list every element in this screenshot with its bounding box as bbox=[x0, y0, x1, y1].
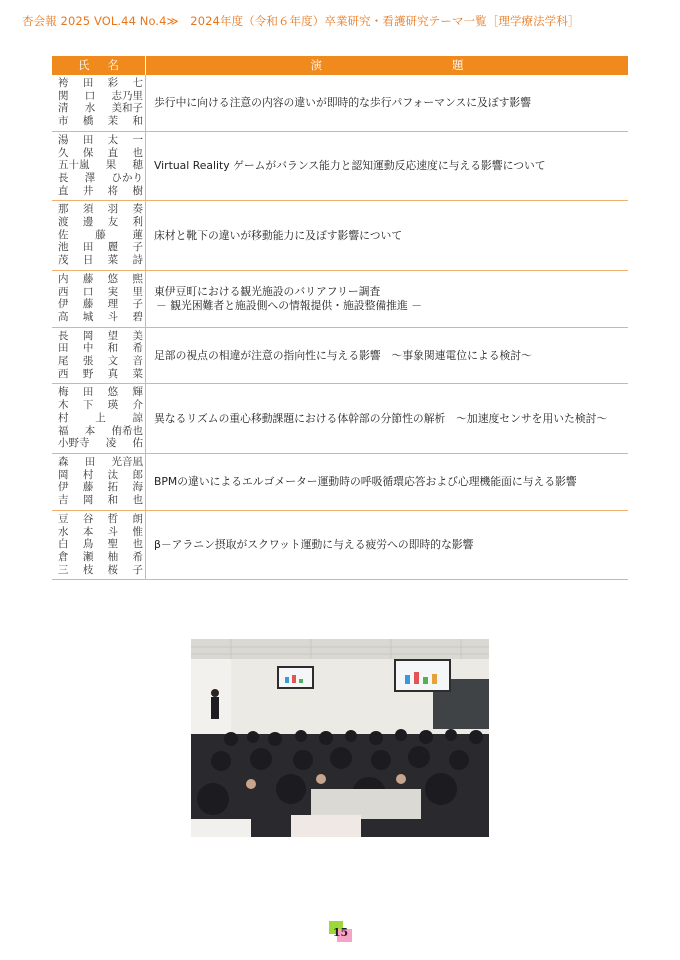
table-row bbox=[52, 271, 628, 328]
name-part: 長 bbox=[58, 171, 69, 184]
name-part: 也 bbox=[132, 494, 143, 507]
name-part: 三 bbox=[58, 563, 69, 576]
name-part: 岡 bbox=[82, 329, 94, 342]
name-part: 朗 bbox=[132, 512, 143, 525]
column-header-names: 氏名 bbox=[52, 56, 146, 75]
name-part: 田 bbox=[82, 77, 94, 89]
student-name bbox=[58, 456, 143, 469]
name-part: ひかり bbox=[111, 171, 143, 184]
name-part: 梅 bbox=[58, 386, 69, 399]
name-part: 太 bbox=[107, 133, 119, 146]
student-name bbox=[58, 330, 143, 343]
research-title-cell bbox=[146, 511, 628, 580]
name-part: 下 bbox=[82, 399, 94, 412]
name-part: 菜 bbox=[107, 254, 119, 267]
name-part: 本 bbox=[84, 424, 96, 437]
name-part: 郎 bbox=[132, 468, 143, 481]
name-part: 茉 bbox=[107, 115, 119, 128]
research-title-cell bbox=[146, 454, 628, 510]
name-part: 田 bbox=[82, 241, 94, 254]
name-part: 詩 bbox=[132, 254, 143, 267]
name-part: 彩 bbox=[107, 77, 119, 89]
name-part: 茂 bbox=[58, 254, 69, 267]
student-name bbox=[58, 298, 143, 311]
research-title: β－アラニン摂取がスクワット運動に与える疲労への即時的な影響 bbox=[154, 538, 474, 552]
name-part: 熙 bbox=[132, 272, 143, 285]
name-part: 里 bbox=[132, 285, 143, 298]
name-part: 子 bbox=[132, 241, 143, 254]
name-part: 也 bbox=[132, 146, 143, 159]
name-part: 吉 bbox=[58, 494, 69, 507]
student-name bbox=[58, 311, 143, 324]
name-part: 惟 bbox=[132, 525, 143, 538]
student-names-cell bbox=[52, 328, 146, 384]
student-name bbox=[58, 172, 143, 185]
page-number: 15 bbox=[332, 926, 349, 939]
name-part: 内 bbox=[58, 272, 69, 285]
name-part: 保 bbox=[82, 146, 94, 159]
name-part: 聖 bbox=[107, 538, 119, 551]
research-title: 足部の視点の相違が注意の指向性に与える影響 ～事象関連電位による検討～ bbox=[154, 348, 532, 362]
name-part: 和 bbox=[132, 115, 143, 128]
name-part: 白 bbox=[58, 538, 69, 551]
name-part: 穂 bbox=[132, 159, 143, 172]
student-name bbox=[58, 355, 143, 368]
student-name bbox=[58, 564, 143, 577]
name-part: 邊 bbox=[82, 216, 94, 229]
name-part: 菜 bbox=[132, 367, 143, 380]
name-part: 尾 bbox=[58, 355, 69, 368]
name-part: 水 bbox=[58, 525, 69, 538]
name-part: 鳥 bbox=[82, 538, 94, 551]
research-title: 床材と靴下の違いが移動能力に及ぼす影響について bbox=[154, 228, 403, 242]
column-header-title: 演題 bbox=[310, 58, 594, 72]
student-names-cell bbox=[52, 201, 146, 270]
name-part: 田 bbox=[82, 386, 94, 399]
name-part: 袴 bbox=[58, 77, 69, 89]
student-name bbox=[58, 469, 143, 482]
name-part: 介 bbox=[132, 399, 143, 412]
name-part: 田 bbox=[82, 133, 94, 146]
name-part: 張 bbox=[82, 355, 94, 368]
name-part: 西 bbox=[58, 367, 69, 380]
student-name bbox=[58, 286, 143, 299]
research-subtitle: － 観光困難者と施設側への情報提供・施設整備推進 － bbox=[156, 298, 422, 312]
student-name bbox=[58, 481, 143, 494]
research-title-cell bbox=[146, 328, 628, 384]
name-part: 柚 bbox=[107, 550, 119, 563]
name-part: 小野寺 bbox=[58, 437, 90, 450]
name-part: 子 bbox=[132, 563, 143, 576]
name-part: 村 bbox=[82, 468, 94, 481]
name-part: 麗 bbox=[107, 241, 119, 254]
table-row bbox=[52, 511, 628, 581]
name-part: 那 bbox=[58, 203, 69, 216]
student-name bbox=[58, 115, 143, 128]
page-number-badge bbox=[329, 921, 352, 942]
name-part: 真 bbox=[107, 367, 119, 380]
name-part: 奏 bbox=[132, 203, 143, 216]
name-part: 澤 bbox=[84, 171, 96, 184]
lecture-hall-photo bbox=[191, 639, 489, 837]
name-part: 凌 bbox=[105, 437, 117, 450]
table-header bbox=[52, 56, 628, 75]
name-part: 諒 bbox=[132, 411, 143, 424]
name-part: 渡 bbox=[58, 216, 69, 229]
running-header: 杏会報 2025 VOL.44 No.4≫ 2024年度（令和６年度）卒業研究・看護研究テーマ一覧［理学療法学科］ bbox=[22, 14, 580, 28]
name-part: 斗 bbox=[107, 310, 119, 323]
name-part: 藤 bbox=[82, 481, 94, 494]
name-part: 斗 bbox=[107, 525, 119, 538]
name-part: 伊 bbox=[58, 298, 69, 311]
student-name bbox=[58, 437, 143, 450]
name-part: 望 bbox=[107, 329, 119, 342]
name-part: 枝 bbox=[82, 563, 94, 576]
name-part: 子 bbox=[132, 298, 143, 311]
name-part: 野 bbox=[82, 367, 94, 380]
student-name bbox=[58, 538, 143, 551]
name-part: 須 bbox=[82, 203, 94, 216]
name-part: 哲 bbox=[107, 512, 119, 525]
research-title: 異なるリズムの重心移動課題における体幹部の分節性の解析 ～加速度センサを用いた検討～ bbox=[154, 411, 608, 425]
name-part: 文 bbox=[107, 355, 119, 368]
student-names-cell bbox=[52, 132, 146, 201]
name-part: 藤 bbox=[82, 272, 94, 285]
name-part: 城 bbox=[82, 310, 94, 323]
name-part: 木 bbox=[58, 399, 69, 412]
table-row bbox=[52, 328, 628, 385]
name-part: 拓 bbox=[107, 481, 119, 494]
name-part: 悠 bbox=[107, 386, 119, 399]
table-row bbox=[52, 454, 628, 511]
student-name bbox=[58, 90, 143, 103]
name-part: 口 bbox=[84, 89, 96, 102]
student-name bbox=[58, 77, 143, 90]
name-part: 湯 bbox=[58, 133, 69, 146]
name-part: 田 bbox=[58, 342, 69, 355]
student-name bbox=[58, 526, 143, 539]
student-name bbox=[58, 254, 143, 267]
student-name bbox=[58, 147, 143, 160]
student-name bbox=[58, 551, 143, 564]
table-row bbox=[52, 201, 628, 271]
name-part: 音 bbox=[132, 355, 143, 368]
name-part: 蓮 bbox=[132, 228, 143, 241]
student-name bbox=[58, 386, 143, 399]
name-part: 美 bbox=[132, 329, 143, 342]
table-body bbox=[52, 75, 628, 580]
student-name bbox=[58, 342, 143, 355]
name-part: 倉 bbox=[58, 550, 69, 563]
name-part: 市 bbox=[58, 115, 69, 128]
name-part: 悠 bbox=[107, 272, 119, 285]
name-part: 池 bbox=[58, 241, 69, 254]
name-part: 和 bbox=[107, 342, 119, 355]
student-names-cell bbox=[52, 511, 146, 580]
research-title: Virtual Reality ゲームがバランス能力と認知運動反応速度に与える影響について bbox=[154, 159, 546, 173]
name-part: 和 bbox=[107, 494, 119, 507]
student-name bbox=[58, 368, 143, 381]
name-part: 羽 bbox=[107, 203, 119, 216]
student-name bbox=[58, 425, 143, 438]
student-name bbox=[58, 273, 143, 286]
name-part: 光音凪 bbox=[111, 455, 143, 468]
name-part: 瀬 bbox=[82, 550, 94, 563]
name-part: 希 bbox=[132, 550, 143, 563]
name-part: 中 bbox=[82, 342, 94, 355]
student-name bbox=[58, 159, 143, 172]
name-part: 長 bbox=[58, 329, 69, 342]
student-names-cell bbox=[52, 75, 146, 131]
research-title-cell bbox=[146, 201, 628, 270]
name-part: 瑛 bbox=[107, 399, 119, 412]
table-row bbox=[52, 75, 628, 132]
name-part: 直 bbox=[58, 184, 69, 197]
name-part: 橋 bbox=[82, 115, 94, 128]
student-name bbox=[58, 494, 143, 507]
student-name bbox=[58, 203, 143, 216]
name-part: 友 bbox=[107, 216, 119, 229]
name-part: 福 bbox=[58, 424, 69, 437]
name-part: 利 bbox=[132, 216, 143, 229]
name-part: 谷 bbox=[82, 512, 94, 525]
student-names-cell bbox=[52, 384, 146, 453]
student-name bbox=[58, 241, 143, 254]
name-part: 水 bbox=[84, 102, 96, 115]
name-part: 実 bbox=[107, 285, 119, 298]
name-part: 樹 bbox=[132, 184, 143, 197]
name-part: 高 bbox=[58, 310, 69, 323]
name-part: 久 bbox=[58, 146, 69, 159]
name-part: 侑希也 bbox=[111, 424, 143, 437]
name-part: 一 bbox=[132, 133, 143, 146]
student-name bbox=[58, 513, 143, 526]
research-title: 東伊豆町における観光施設のバリアフリー調査 bbox=[154, 284, 381, 298]
name-part: 五十嵐 bbox=[58, 159, 90, 172]
name-part: 田 bbox=[84, 455, 96, 468]
name-part: 西 bbox=[58, 285, 69, 298]
student-names-cell bbox=[52, 454, 146, 510]
name-part: 桜 bbox=[107, 563, 119, 576]
student-name bbox=[58, 102, 143, 115]
name-part: 果 bbox=[105, 159, 117, 172]
table-row bbox=[52, 384, 628, 454]
name-part: 伊 bbox=[58, 481, 69, 494]
student-name bbox=[58, 399, 143, 412]
research-title: BPMの違いによるエルゴメーター運動時の呼吸循環応答および心理機能面に与える影響 bbox=[154, 474, 577, 488]
table-row bbox=[52, 132, 628, 202]
name-part: 関 bbox=[58, 89, 69, 102]
research-title-cell bbox=[146, 132, 628, 201]
name-part: 将 bbox=[107, 184, 119, 197]
name-part: 森 bbox=[58, 455, 69, 468]
name-part: 村 bbox=[58, 411, 69, 424]
research-title-cell bbox=[146, 75, 628, 131]
student-name bbox=[58, 185, 143, 198]
student-names-cell bbox=[52, 271, 146, 327]
student-name bbox=[58, 412, 143, 425]
name-part: 豆 bbox=[58, 512, 69, 525]
name-part: 志乃里 bbox=[111, 89, 143, 102]
name-part: 佐 bbox=[58, 228, 69, 241]
name-part: 理 bbox=[107, 298, 119, 311]
student-name bbox=[58, 134, 143, 147]
research-title: 歩行中に向ける注意の内容の違いが即時的な歩行パフォーマンスに及ぼす影響 bbox=[154, 95, 532, 109]
research-title-cell bbox=[146, 384, 628, 453]
student-name bbox=[58, 229, 143, 242]
name-part: 口 bbox=[82, 285, 94, 298]
name-part: 佑 bbox=[132, 437, 143, 450]
name-part: 碧 bbox=[132, 310, 143, 323]
name-part: 直 bbox=[107, 146, 119, 159]
name-part: 七 bbox=[132, 77, 143, 89]
name-part: 希 bbox=[132, 342, 143, 355]
research-title-cell bbox=[146, 271, 628, 327]
name-part: 上 bbox=[95, 411, 106, 424]
student-name bbox=[58, 216, 143, 229]
name-part: 井 bbox=[82, 184, 94, 197]
name-part: 美和子 bbox=[111, 102, 143, 115]
name-part: 岡 bbox=[58, 468, 69, 481]
name-part: 本 bbox=[82, 525, 94, 538]
research-theme-table bbox=[52, 56, 628, 580]
name-part: 汰 bbox=[107, 468, 119, 481]
name-part: 輝 bbox=[132, 386, 143, 399]
name-part: 藤 bbox=[95, 228, 106, 241]
name-part: 藤 bbox=[82, 298, 94, 311]
name-part: 海 bbox=[132, 481, 143, 494]
name-part: 也 bbox=[132, 538, 143, 551]
name-part: 岡 bbox=[82, 494, 94, 507]
name-part: 清 bbox=[58, 102, 69, 115]
name-part: 日 bbox=[82, 254, 94, 267]
